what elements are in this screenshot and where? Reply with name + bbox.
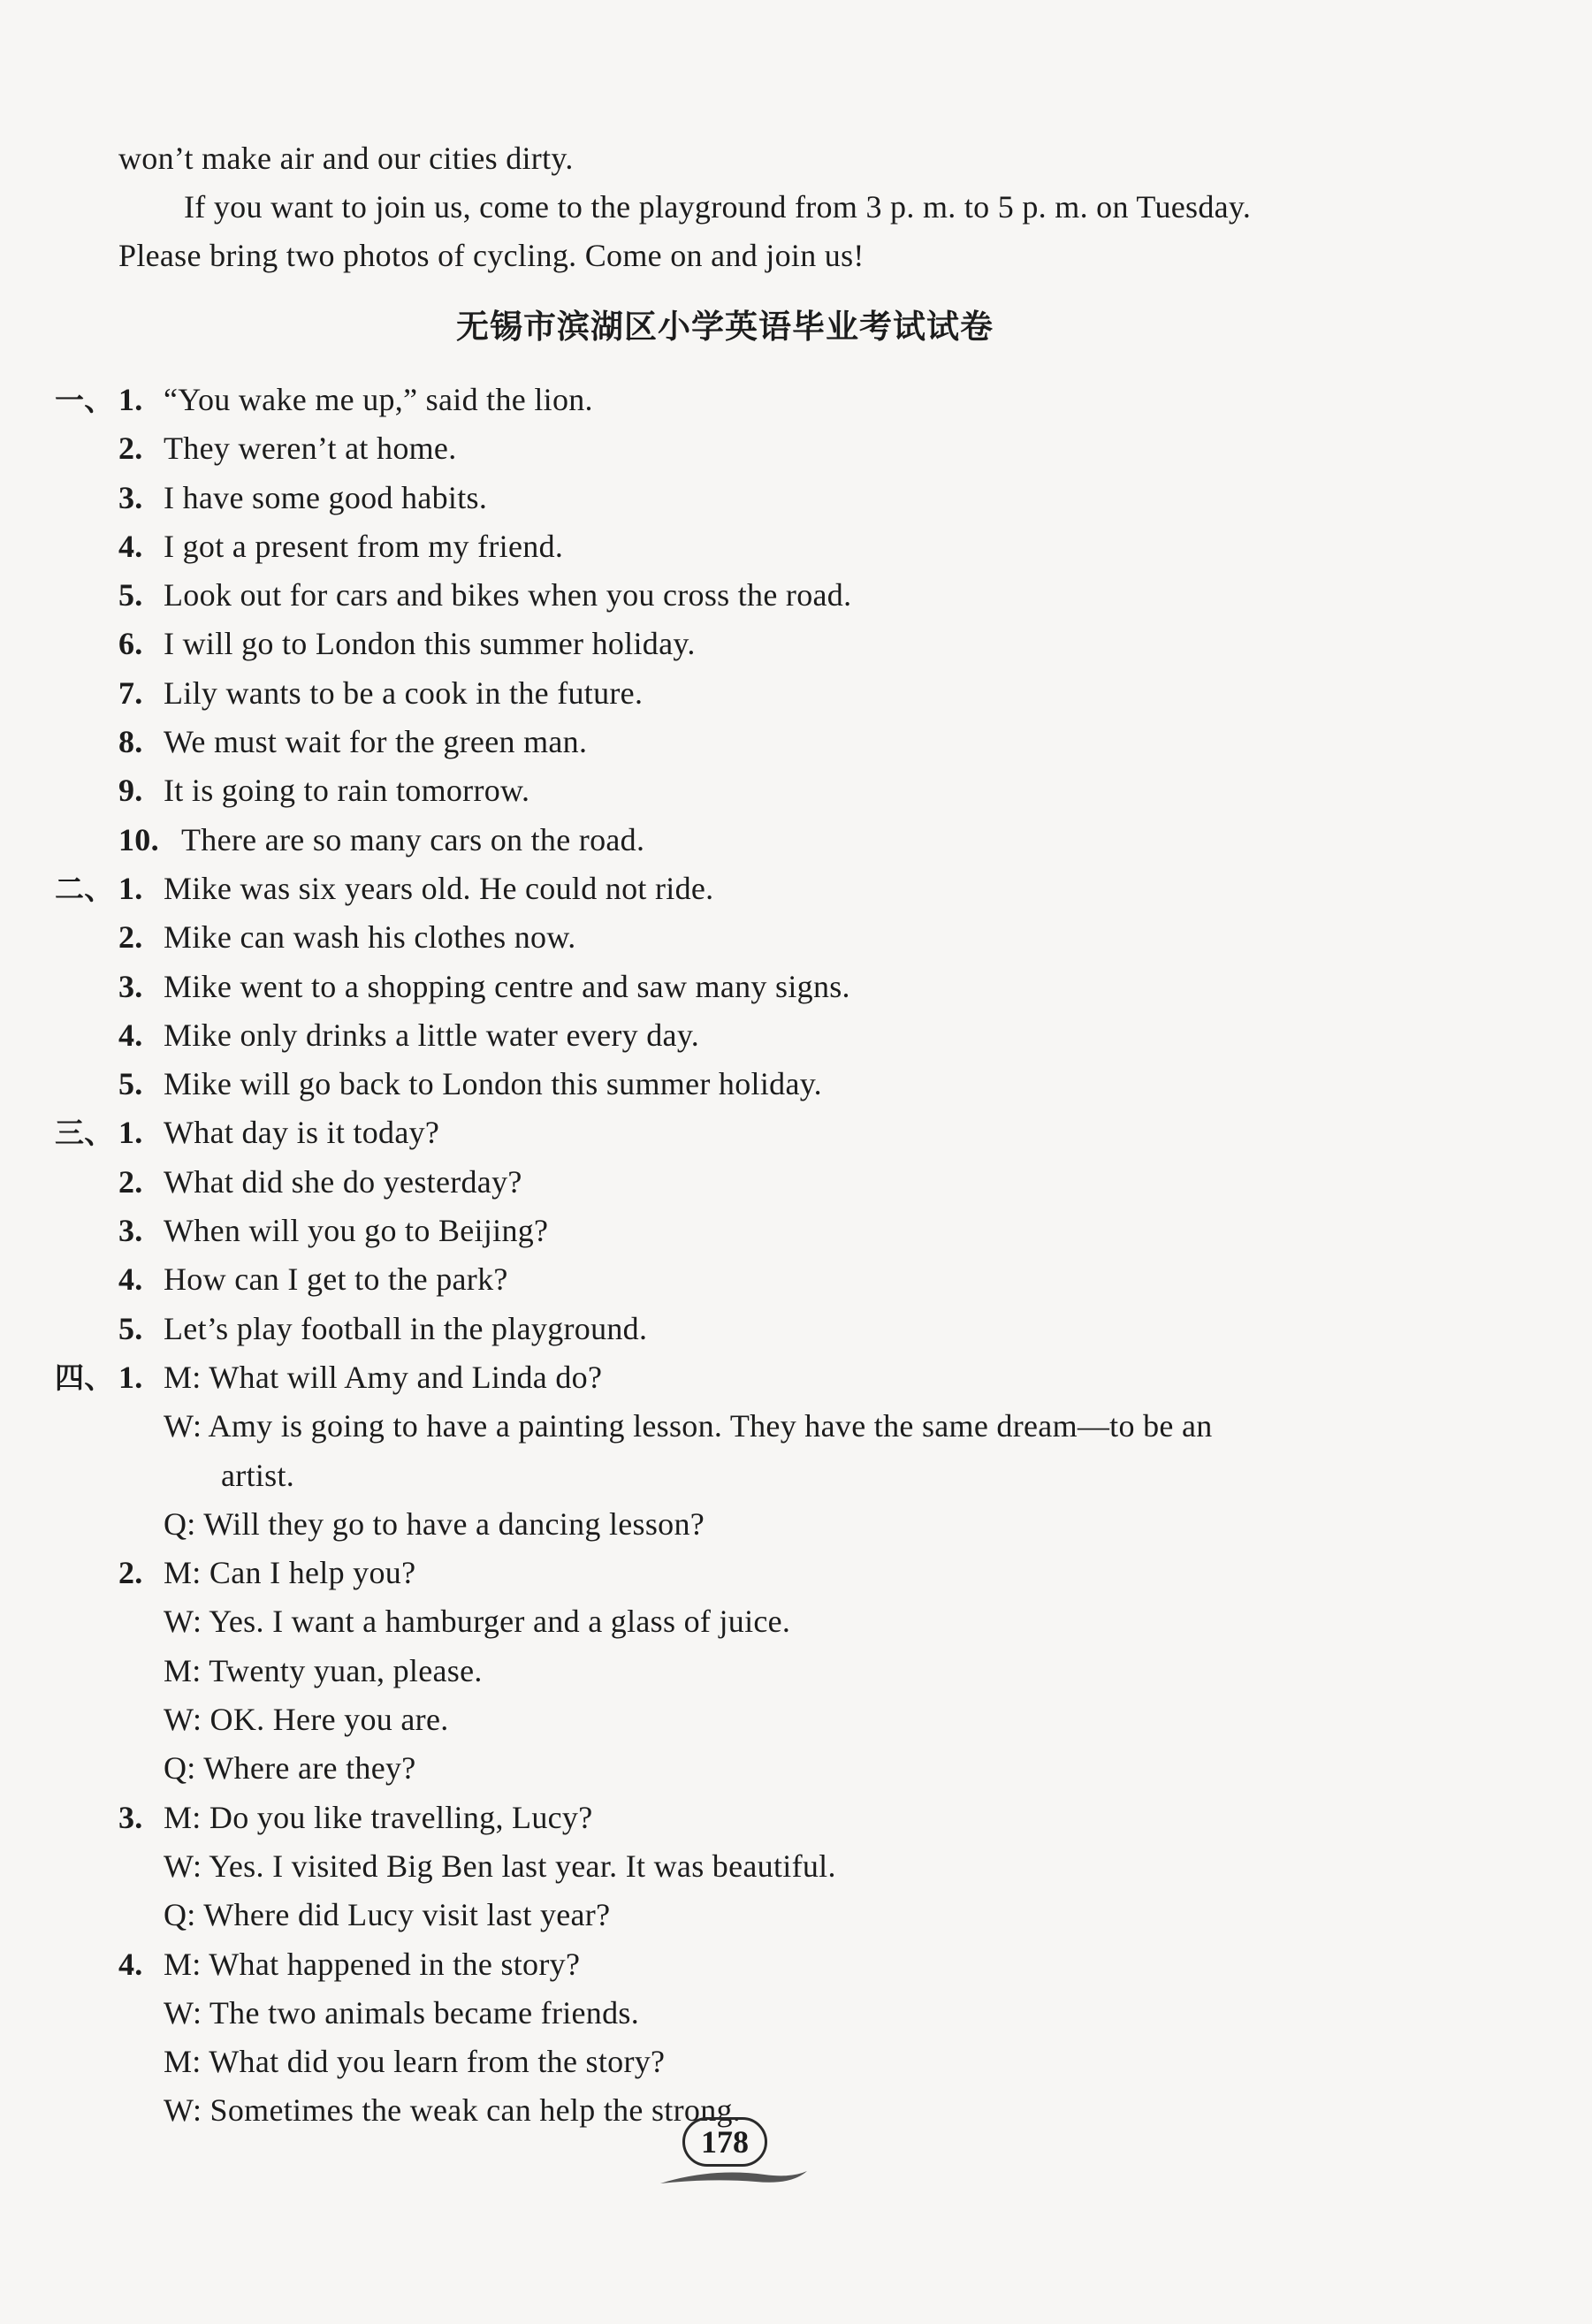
item-text: How can I get to the park? (164, 1261, 508, 1298)
intro-line-1: won’t make air and our cities dirty. (118, 141, 574, 176)
item-text: They weren’t at home. (164, 431, 457, 467)
item-text: What day is it today? (164, 1115, 440, 1151)
dialogue-text: M: What did you learn from the story? (164, 2044, 666, 2080)
page-number-swoosh-icon (659, 2166, 809, 2189)
item-text: Mike will go back to London this summer holiday. (164, 1066, 822, 1102)
item-number: 10. (118, 821, 159, 857)
list-item (0, 522, 1592, 571)
dialogue-text: W: OK. Here you are. (164, 1702, 449, 1738)
dialogue-text: W: The two animals became friends. (164, 1994, 640, 2031)
item-number: 1. (118, 1115, 143, 1151)
item-number: 5. (118, 1066, 143, 1102)
page-number: 178 (682, 2117, 767, 2167)
item-number: 4. (118, 528, 143, 564)
item-number: 3. (118, 1799, 143, 1835)
list-item (0, 424, 1592, 473)
list-item (0, 1011, 1592, 1060)
item-number: 5. (118, 577, 143, 613)
dialogue-text: W: Yes. I want a hamburger and a glass of juice. (164, 1604, 791, 1640)
section-marker: 一、 (55, 383, 114, 417)
dialogue-line (0, 1500, 1592, 1549)
dialogue-text: Q: Will they go to have a dancing lesson? (164, 1505, 705, 1542)
item-text: “You wake me up,” said the lion. (164, 382, 593, 417)
dialogue-text: M: Twenty yuan, please. (164, 1652, 483, 1688)
dialogue-text: M: What happened in the story? (164, 1946, 581, 1982)
item-number: 9. (118, 773, 143, 809)
dialogue-text: Q: Where are they? (164, 1750, 416, 1787)
item-text: I have some good habits. (164, 479, 488, 515)
section-marker: 三、 (55, 1116, 114, 1151)
item-text: Mike can wash his clothes now. (164, 919, 576, 956)
item-number: 1. (118, 870, 143, 906)
dialogue-line (0, 1891, 1592, 1939)
item-number: 1. (118, 382, 143, 417)
item-text: There are so many cars on the road. (181, 821, 645, 857)
list-item (0, 571, 1592, 620)
dialogue-line (0, 1597, 1592, 1646)
list-item (0, 913, 1592, 962)
list-item (0, 718, 1592, 766)
dialogue-text: M: What will Amy and Linda do? (164, 1359, 603, 1395)
intro-line-3: Please bring two photos of cycling. Come on and join us! (118, 238, 865, 273)
item-text: What did she do yesterday? (164, 1163, 522, 1200)
dialogue-line (0, 2038, 1592, 2086)
list-item (0, 963, 1592, 1011)
dialogue-text: Q: Where did Lucy visit last year? (164, 1897, 611, 1933)
dialogue-line (0, 1989, 1592, 2038)
item-number: 3. (118, 479, 143, 515)
exam-title: 无锡市滨湖区小学英语毕业考试试卷 (456, 308, 994, 346)
item-text: We must wait for the green man. (164, 724, 588, 760)
dialogue-text: M: Can I help you? (164, 1555, 416, 1591)
dialogue-line (0, 1794, 1592, 1842)
item-number: 2. (118, 1555, 143, 1591)
dialogue-text: W: Yes. I visited Big Ben last year. It was beautiful. (164, 1848, 836, 1884)
dialogue-line (0, 1402, 1592, 1451)
item-number: 4. (118, 1017, 143, 1053)
item-number: 4. (118, 1946, 143, 1982)
item-text: Let’s play football in the playground. (164, 1310, 648, 1346)
answer-list (0, 376, 1592, 2136)
list-item (0, 865, 1592, 913)
dialogue-line (0, 1744, 1592, 1793)
item-text: Mike was six years old. He could not ride. (164, 870, 714, 906)
item-number: 2. (118, 431, 143, 467)
list-item (0, 376, 1592, 424)
dialogue-line (0, 1842, 1592, 1891)
list-item (0, 766, 1592, 815)
item-text: Mike went to a shopping centre and saw many signs. (164, 968, 850, 1004)
list-item (0, 1305, 1592, 1353)
section-marker: 四、 (55, 1360, 114, 1395)
intro-line-2: If you want to join us, come to the playground from 3 p. m. to 5 p. m. on Tuesday. (184, 189, 1252, 225)
dialogue-line (0, 1647, 1592, 1695)
item-number: 6. (118, 626, 143, 662)
dialogue-text: artist. (221, 1457, 295, 1493)
list-item (0, 1109, 1592, 1157)
list-item (0, 1060, 1592, 1109)
dialogue-text: M: Do you like travelling, Lucy? (164, 1799, 593, 1835)
item-number: 3. (118, 968, 143, 1004)
item-number: 3. (118, 1213, 143, 1249)
item-text: Lily wants to be a cook in the future. (164, 674, 644, 711)
dialogue-line (0, 1549, 1592, 1597)
item-number: 1. (118, 1359, 143, 1395)
item-text: It is going to rain tomorrow. (164, 773, 530, 809)
dialogue-line (0, 1353, 1592, 1402)
list-item (0, 474, 1592, 522)
section-marker: 二、 (55, 871, 114, 906)
item-text: I will go to London this summer holiday. (164, 626, 696, 662)
item-number: 7. (118, 674, 143, 711)
list-item (0, 1207, 1592, 1255)
dialogue-line (0, 1452, 1592, 1500)
list-item (0, 816, 1592, 865)
item-number: 5. (118, 1310, 143, 1346)
item-number: 4. (118, 1261, 143, 1298)
item-number: 8. (118, 724, 143, 760)
item-text: Mike only drinks a little water every day. (164, 1017, 700, 1053)
list-item (0, 669, 1592, 718)
dialogue-text: W: Amy is going to have a painting lesson. They have the same dream—to be an (164, 1408, 1213, 1444)
list-item (0, 1158, 1592, 1207)
page-footer (0, 2117, 1450, 2167)
item-number: 2. (118, 1163, 143, 1200)
item-number: 2. (118, 919, 143, 956)
list-item (0, 620, 1592, 668)
item-text: When will you go to Beijing? (164, 1213, 549, 1249)
item-text: Look out for cars and bikes when you cross the road. (164, 577, 852, 613)
dialogue-line (0, 1695, 1592, 1744)
dialogue-text: W: Sometimes the weak can help the strong. (164, 2092, 742, 2129)
item-text: I got a present from my friend. (164, 528, 564, 564)
dialogue-line (0, 1940, 1592, 1989)
list-item (0, 1255, 1592, 1304)
